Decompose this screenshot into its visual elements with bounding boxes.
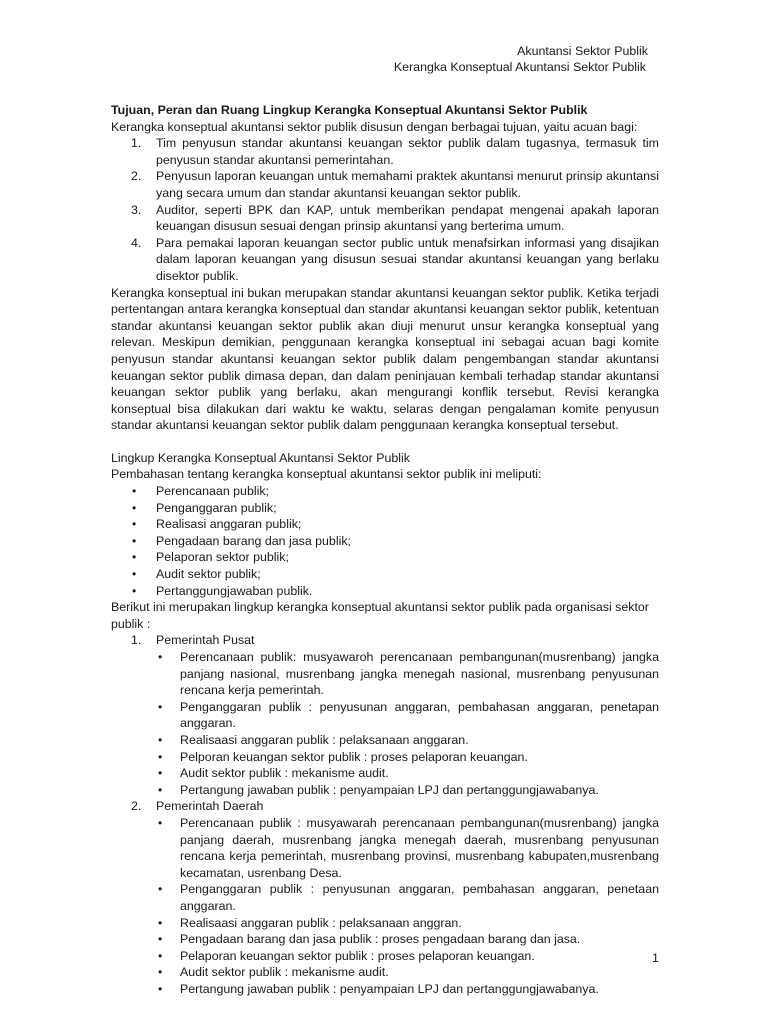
section2-intro: Pembahasan tentang kerangka konseptual akuntansi sektor publik ini meliputi: — [111, 467, 542, 482]
bullet-icon: • — [132, 484, 137, 499]
bullet-icon: • — [158, 915, 163, 930]
bullet-icon: • — [158, 782, 163, 797]
org-list-2 — [111, 798, 659, 815]
list-item: • Perencanaan publik; — [132, 484, 269, 499]
header-line-1: Akuntansi Sektor Publik — [517, 44, 648, 58]
list-item: • Pertanggungjawaban publik. — [132, 583, 313, 598]
section1-intro: Kerangka konseptual akuntansi sektor publik disusun dengan berbagai tujuan, yaitu acuan bagi: — [111, 119, 638, 134]
org-name: Pemerintah Pusat — [156, 633, 255, 648]
org-name: Pemerintah Daerah — [156, 799, 264, 814]
org-pusat-sublist — [111, 649, 659, 798]
purpose-item — [111, 135, 659, 168]
bullet-icon: • — [132, 517, 137, 532]
item-number: 4. — [131, 235, 142, 250]
purpose-item — [111, 202, 659, 235]
list-item: • Realisaasi anggaran publik : pelaksanaan anggaran. — [158, 732, 469, 747]
bullet-icon: • — [158, 699, 163, 714]
list-item: • Penganggaran publik; — [132, 500, 277, 515]
bullet-icon: • — [158, 815, 163, 830]
item-text: Para pemakai laporan keuangan sector public untuk menafsirkan informasi yang disajikan dalam laporan keuangan yang disusun sesuai standar akuntansi keuangan yang berlaku disektor publik. — [156, 235, 659, 283]
list-item: • Audit sektor publik : mekanisme audit. — [158, 766, 389, 781]
item-number: 2. — [131, 169, 142, 184]
item-text: Auditor, seperti BPK dan KAP, untuk memberikan pendapat mengenai apakah laporan keuangan disusun sesuai dengan prinsip akuntansi yang berterima umum. — [156, 202, 659, 234]
list-item: • Audit sektor publik; — [132, 567, 261, 582]
bullet-icon: • — [158, 882, 163, 897]
document-body — [111, 102, 659, 997]
list-item: • Realisasi anggaran publik; — [132, 517, 302, 532]
bullet-icon: • — [132, 500, 137, 515]
purpose-item — [111, 168, 659, 201]
org-daerah-sublist — [111, 815, 659, 998]
item-number: 1. — [131, 633, 142, 648]
bullet-icon: • — [132, 567, 137, 582]
list-item: • Pertangung jawaban publik : penyampaian LPJ dan pertanggungjawabanya. — [158, 981, 599, 996]
list-item: • Pelaporan sektor publik; — [132, 550, 289, 565]
list-item: • Audit sektor publik : mekanisme audit. — [158, 965, 389, 980]
list-item: • Penganggaran publik : penyusunan anggaran, pembahasan anggaran, penetapan anggaran. — [158, 699, 659, 731]
bullet-icon: • — [158, 749, 163, 764]
item-number: 1. — [131, 136, 142, 151]
bullet-icon: • — [132, 550, 137, 565]
item-text: Penyusun laporan keuangan untuk memahami praktek akuntansi menurut prinsip akuntansi yang secara umum dan standar akuntansi keuangan sektor publik. — [156, 169, 659, 200]
bullet-icon: • — [158, 932, 163, 947]
bullet-icon: • — [132, 583, 137, 598]
section1-title: Tujuan, Peran dan Ruang Lingkup Kerangka Konseptual Akuntansi Sektor Publik — [111, 103, 588, 117]
purpose-item — [111, 235, 659, 285]
list-item: • Pertangung jawaban publik : penyampaian LPJ dan pertanggungjawabanya. — [158, 782, 599, 797]
list-item: • Pengadaan barang dan jasa publik; — [132, 533, 351, 548]
bullet-icon: • — [158, 965, 163, 980]
item-text: Tim penyusun standar akuntansi keuangan sektor publik dalam tugasnya, termasuk tim penyusun standar akuntansi pemerintahan. — [156, 136, 659, 167]
list-item: • Realisaasi anggaran publik : pelaksanaan anggran. — [158, 915, 462, 930]
header-line-2: Kerangka Konseptual Akuntansi Sektor Publik — [393, 60, 646, 74]
list-item: • Pelaporan keuangan sektor publik : proses pelaporan keuangan. — [158, 948, 535, 963]
item-number: 3. — [131, 202, 142, 217]
list-item: • Perencanaan publik: musyawaroh perencanaan pembangunan(musrenbang) jangka panjang nasional, musrenbang jangka menegah nasional, musrenbang penyusunan rencana kerja pemerintah. — [158, 650, 659, 698]
org-item-pusat — [111, 632, 659, 649]
list-item: • Penganggaran publik : penyusunan anggaran, pembahasan anggaran, penetaan anggaran. — [158, 882, 659, 913]
bullet-icon: • — [158, 732, 163, 747]
list-item: • Perencanaan publik : musyawarah perencanaan pembangunan(musrenbang) jangka panjang daerah, musrenbang jangka menegah daerah, musrenbang penyusunan rencana kerja pemerintah, musrenbang provinsi, musrenbang kabupaten,musrenbang kecamatan, usrenbang Desa. — [158, 815, 659, 880]
purpose-list — [111, 135, 659, 284]
item-number: 2. — [131, 799, 142, 814]
bullet-icon: • — [158, 650, 163, 664]
list-item: • Pelporan keuangan sektor publik : proses pelaporan keuangan. — [158, 749, 528, 764]
page-number: 1 — [652, 951, 659, 965]
list-item: • Pengadaan barang dan jasa publik : proses pengadaan barang dan jasa. — [158, 932, 581, 947]
section2-title: Lingkup Kerangka Konseptual Akuntansi Sektor Publik — [111, 450, 410, 465]
bullet-icon: • — [158, 766, 163, 781]
bullet-icon: • — [132, 533, 137, 548]
running-header — [394, 43, 646, 75]
bullet-icon: • — [158, 948, 163, 963]
bullet-icon: • — [158, 981, 163, 996]
org-item-daerah — [111, 798, 659, 815]
org-list — [111, 632, 659, 649]
section1-paragraph: Kerangka konseptual ini bukan merupakan standar akuntansi keuangan sektor publik. Ketika terjadi pertentangan antara kerangka konseptual dan standar akuntansi keuangan sektor publik, ketentuan standar akuntansi keuangan sektor publik akan diuji menurut unsur kerangka konseptual yang relevan. Meskipun demikian, penggunaan kerangka konseptual ini sebagai acuan bagi komite penyusun standar akuntansi keuangan sektor publik dalam pengembangan standar akuntansi keuangan sektor publik dimasa depan, dan dalam peninjauan kembali terhadap standar akuntansi keuangan sektor publik yang berlaku, akan mengurangi konflik tersebut. Revisi kerangka konseptual bisa dilakukan dari waktu ke waktu, selaras dengan pengalaman komite penyusun standar akuntansi keuangan sektor publik dalam penggunaan kerangka konseptual tersebut. — [111, 285, 659, 433]
scope-list — [111, 483, 659, 599]
section2-intro2: Berikut ini merupakan lingkup kerangka konseptual akuntansi sektor publik pada organisasi sektor publik : — [111, 600, 649, 631]
